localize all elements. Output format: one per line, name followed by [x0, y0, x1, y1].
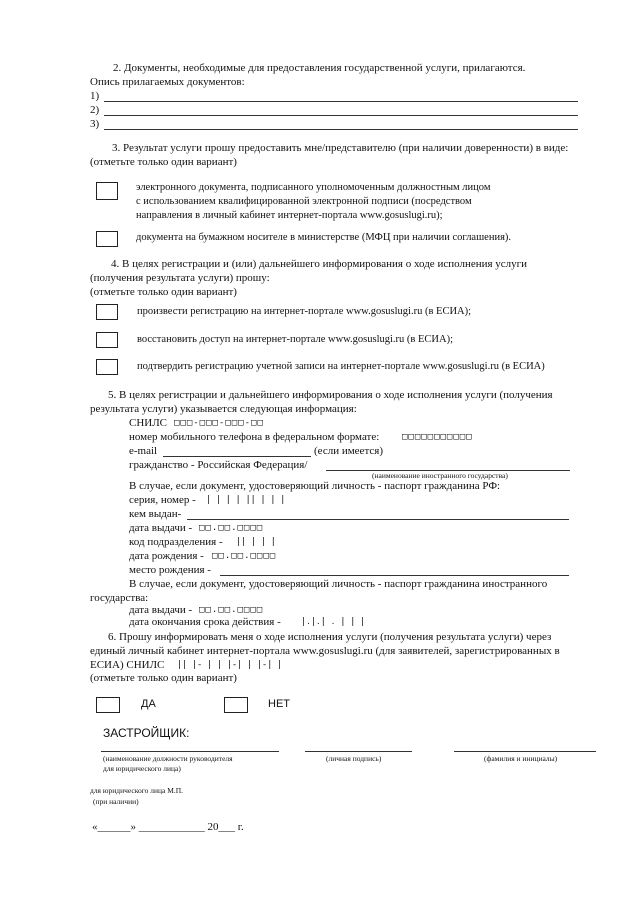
email-field[interactable]	[163, 456, 311, 457]
attachment-item-3-number: 3)	[90, 118, 100, 130]
confirm-registration-checkbox[interactable]	[96, 359, 118, 375]
register-checkbox[interactable]	[96, 304, 118, 320]
birth-date-input[interactable]: □□.□□.□□□□	[212, 551, 277, 561]
email-label: e-mail	[129, 445, 158, 457]
section3-note: (отметьте только один вариант)	[90, 156, 237, 168]
citizenship-caption: (наименование иностранного государства)	[372, 471, 508, 480]
position-field[interactable]	[101, 751, 279, 752]
result-electronic-label-line3: направления в личный кабинет интернет-портала www.gosuslugi.ru);	[136, 210, 443, 221]
snils-label: СНИЛС	[129, 417, 168, 429]
notify-yes-label: ДА	[141, 698, 156, 710]
rf-passport-intro: В случае, если документ, удостоверяющий личность - паспорт гражданина РФ:	[129, 480, 501, 492]
email-note: (если имеется)	[314, 445, 383, 457]
attachments-list-label: Опись прилагаемых документов:	[90, 76, 245, 88]
stamp-note-line1: для юридического лица М.П.	[90, 786, 184, 795]
restore-access-checkbox[interactable]	[96, 332, 118, 348]
foreign-issue-date-label: дата выдачи -	[129, 604, 193, 616]
foreign-passport-intro-line2: государства:	[90, 592, 149, 604]
notify-no-checkbox[interactable]	[224, 697, 248, 713]
issued-by-field[interactable]	[187, 519, 569, 520]
division-code-input[interactable]: || | | |	[237, 537, 277, 547]
date-field[interactable]: «______» ____________ 20___ г.	[92, 821, 244, 833]
section5-heading-line1: 5. В целях регистрации и дальнейшего информирования о ходе исполнения услуги (получения	[108, 389, 553, 401]
position-caption-line2: для юридического лица)	[103, 764, 181, 773]
citizenship-label: гражданство - Российская Федерация/	[129, 459, 308, 471]
full-name-field[interactable]	[454, 751, 596, 752]
position-caption-line1: (наименование должности руководителя	[103, 754, 233, 763]
section4-note: (отметьте только один вариант)	[90, 286, 237, 298]
birth-place-label: место рождения -	[129, 564, 211, 576]
result-electronic-label-line2: с использованием квалифицированной электронной подписи (посредством	[136, 196, 472, 207]
section2-heading: 2. Документы, необходимые для предоставления государственной услуги, прилагаются.	[113, 62, 526, 74]
result-paper-checkbox[interactable]	[96, 231, 118, 247]
foreign-issue-date-input[interactable]: □□.□□.□□□□	[199, 605, 264, 615]
series-number-label: серия, номер -	[129, 494, 196, 506]
signature-caption: (личная подпись)	[326, 754, 382, 763]
register-label: произвести регистрацию на интернет-портале www.gosuslugi.ru (в ЕСИА);	[137, 306, 472, 317]
section6-snils-label: ЕСИА) СНИЛС	[90, 659, 165, 671]
restore-access-label: восстановить доступ на интернет-портале www.gosuslugi.ru (в ЕСИА);	[137, 334, 454, 345]
full-name-caption: (фамилия и инициалы)	[484, 754, 558, 763]
expiry-date-label: дата окончания срока действия -	[129, 616, 281, 628]
phone-label: номер мобильного телефона в федеральном формате:	[129, 431, 380, 443]
issue-date-input[interactable]: □□.□□.□□□□	[199, 523, 264, 533]
stamp-note-line2: (при наличии)	[93, 797, 139, 806]
signature-field[interactable]	[305, 751, 412, 752]
attachment-item-2-number: 2)	[90, 104, 100, 116]
birth-date-label: дата рождения -	[129, 550, 204, 562]
birth-place-field[interactable]	[220, 575, 569, 576]
snils-input[interactable]: □□□-□□□-□□□-□□	[174, 418, 264, 428]
result-electronic-label-line1: электронного документа, подписанного уполномоченным должностным лицом	[136, 182, 491, 193]
attachment-item-2-field[interactable]	[104, 115, 578, 116]
notify-yes-checkbox[interactable]	[96, 697, 120, 713]
division-code-label: код подразделения -	[129, 536, 223, 548]
foreign-passport-intro-line1: В случае, если документ, удостоверяющий личность - паспорт гражданина иностранного	[129, 578, 548, 590]
section6-line1: 6. Прошу информировать меня о ходе исполнения услуги (получения результата услуги) через	[108, 631, 552, 643]
section3-heading: 3. Результат услуги прошу предоставить мне/представителю (при наличии доверенности) в виде:	[112, 142, 569, 154]
notify-no-label: НЕТ	[268, 698, 290, 710]
section4-heading-line2: (получения результата услуги) прошу:	[90, 272, 270, 284]
section5-heading-line2: результата услуги) указывается следующая информация:	[90, 403, 357, 415]
attachment-item-1-number: 1)	[90, 90, 100, 102]
section6-snils-input[interactable]: || |- | | |-| | |-| |	[178, 660, 284, 670]
confirm-registration-label: подтвердить регистрацию учетной записи на интернет-портале www.gosuslugi.ru (в ЕСИА)	[137, 361, 545, 372]
phone-input[interactable]: □□□□□□□□□□□	[402, 432, 473, 442]
issue-date-label: дата выдачи -	[129, 522, 193, 534]
issued-by-label: кем выдан-	[129, 508, 182, 520]
expiry-date-input[interactable]: |.|.| . | | |	[302, 617, 367, 627]
result-paper-label: документа на бумажном носителе в министерстве (МФЦ при наличии соглашения).	[136, 232, 512, 243]
section6-line2: единый личный кабинет интернет-портала www.gosuslugi.ru (для заявителей, зарегистрированных в	[90, 645, 560, 657]
developer-title: ЗАСТРОЙЩИК:	[103, 726, 190, 740]
section4-heading-line1: 4. В целях регистрации и (или) дальнейшего информирования о ходе исполнения услуги	[111, 258, 528, 270]
section6-note: (отметьте только один вариант)	[90, 672, 237, 684]
series-number-input[interactable]: | | | | || | | |	[207, 495, 287, 505]
result-electronic-checkbox[interactable]	[96, 182, 118, 200]
attachment-item-3-field[interactable]	[104, 129, 578, 130]
attachment-item-1-field[interactable]	[104, 101, 578, 102]
